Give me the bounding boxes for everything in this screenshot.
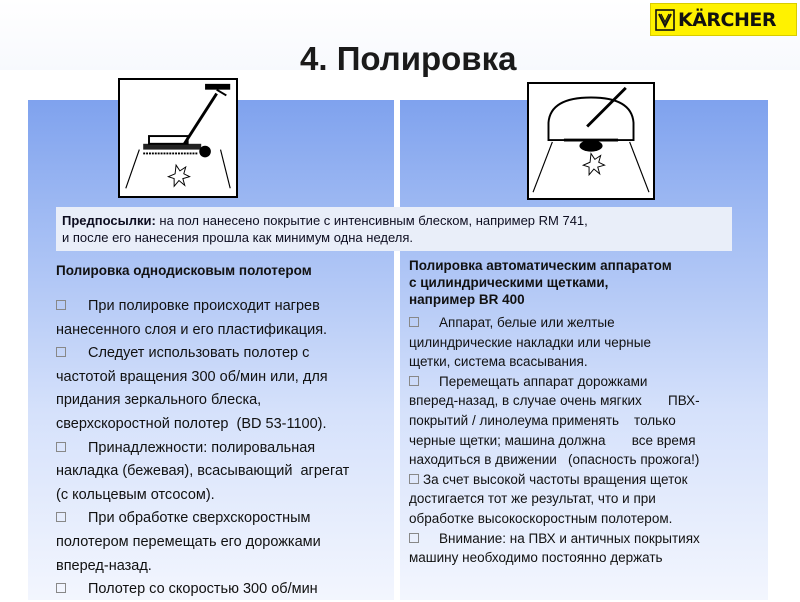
text-line xyxy=(409,411,774,431)
line-text: Внимание: на ПВХ и античных покрытиях xyxy=(439,530,700,546)
single-disc-heading: Полировка однодисковым полотером xyxy=(56,263,312,278)
text-line xyxy=(56,578,396,602)
line-text: придания зеркального блеска, xyxy=(56,392,262,409)
text-line xyxy=(409,450,774,470)
prerequisites-text-2: и после его нанесения прошла как минимум одна неделя. xyxy=(62,230,414,245)
line-text: щетки, система всасывания. xyxy=(409,354,588,370)
text-line xyxy=(56,342,396,366)
line-text: Перемещать аппарат дорожками xyxy=(439,373,648,389)
text-line xyxy=(56,437,396,461)
text-line xyxy=(409,333,774,353)
text-line xyxy=(409,548,774,568)
text-line xyxy=(56,319,396,343)
line-text: достигается тот же результат, что и при xyxy=(409,491,656,507)
bullet-square-icon xyxy=(409,474,419,484)
single-disc-section xyxy=(56,262,396,602)
line-text: накладка (бежевая), всасывающий агрегат xyxy=(56,463,350,480)
text-line xyxy=(56,484,396,508)
cylindrical-brush-machine-icon xyxy=(529,84,653,198)
line-text: За счет высокой частоты вращения щеток xyxy=(423,471,688,487)
text-line xyxy=(56,460,396,484)
line-text: цилиндрические накладки или черные xyxy=(409,334,651,350)
heading-line: с цилиндрическими щетками, xyxy=(409,275,609,290)
text-line xyxy=(56,413,396,437)
line-text: черные щетки; машина должна все время xyxy=(409,432,696,448)
brand-mark-icon xyxy=(655,8,675,32)
automatic-machine-heading xyxy=(409,257,774,308)
line-text: обработке высокоскоростным полотером. xyxy=(409,510,673,526)
page-title: 4. Полировка xyxy=(300,40,517,77)
text-line xyxy=(409,489,774,509)
text-line xyxy=(409,313,774,333)
bullet-square-icon xyxy=(409,533,419,543)
scrubber-dryer-illustration xyxy=(527,82,655,200)
bullet-square-icon xyxy=(56,347,66,357)
line-text: Следует использовать полотер с xyxy=(88,345,310,362)
line-text: Полотер со скоростью 300 об/мин xyxy=(88,581,318,598)
line-text: вперед-назад, в случае очень мягких ПВХ- xyxy=(409,393,700,409)
line-text: нанесенного слоя и его пластификация. xyxy=(56,321,328,338)
text-line xyxy=(409,372,774,392)
single-disc-text xyxy=(56,295,396,602)
heading-line: например BR 400 xyxy=(409,292,525,307)
line-text: сверхскоростной полотер (BD 53-1100). xyxy=(56,415,327,432)
text-line xyxy=(409,509,774,529)
line-text: машину необходимо постоянно держать xyxy=(409,550,663,566)
line-text: (с кольцевым отсосом). xyxy=(56,486,215,503)
text-line xyxy=(409,529,774,549)
prerequisites-text-1: на пол нанесено покрытие с интенсивным блеском, например RM 741, xyxy=(155,213,588,228)
heading-line: Полировка автоматическим аппаратом xyxy=(409,258,672,273)
prerequisites-box xyxy=(56,207,732,251)
line-text: находиться в движении (опасность прожога!) xyxy=(409,452,700,468)
logo-text: KÄRCHER xyxy=(678,8,777,31)
text-line xyxy=(56,295,396,319)
text-line xyxy=(409,470,774,490)
bullet-square-icon xyxy=(56,583,66,593)
bullet-square-icon xyxy=(56,442,66,452)
karcher-logo xyxy=(650,3,797,36)
line-text: При обработке сверхскоростным xyxy=(88,510,311,527)
line-text: Принадлежности: полировальная xyxy=(88,439,316,456)
single-disc-polisher-illustration xyxy=(118,78,238,198)
bullet-square-icon xyxy=(56,512,66,522)
floor-polisher-icon xyxy=(120,80,236,196)
text-line xyxy=(56,555,396,579)
automatic-machine-text xyxy=(409,313,774,568)
text-line xyxy=(409,391,774,411)
line-text: Аппарат, белые или желтые xyxy=(439,315,615,330)
line-text: покрытий / линолеума применять только xyxy=(409,412,676,428)
prerequisites-label: Предпосылки: xyxy=(62,213,156,228)
text-line xyxy=(56,507,396,531)
bullet-square-icon xyxy=(409,376,419,386)
text-line xyxy=(56,366,396,390)
line-text: полотером перемещать его дорожками xyxy=(56,533,321,550)
bullet-square-icon xyxy=(409,317,419,327)
text-line xyxy=(409,431,774,451)
bullet-square-icon xyxy=(56,300,66,310)
line-text: При полировке происходит нагрев xyxy=(88,298,320,314)
text-line xyxy=(56,531,396,555)
line-text: частотой вращения 300 об/мин или, для xyxy=(56,368,328,385)
automatic-machine-section xyxy=(409,257,774,568)
line-text: вперед-назад. xyxy=(56,557,152,574)
text-line xyxy=(409,352,774,372)
text-line xyxy=(56,389,396,413)
